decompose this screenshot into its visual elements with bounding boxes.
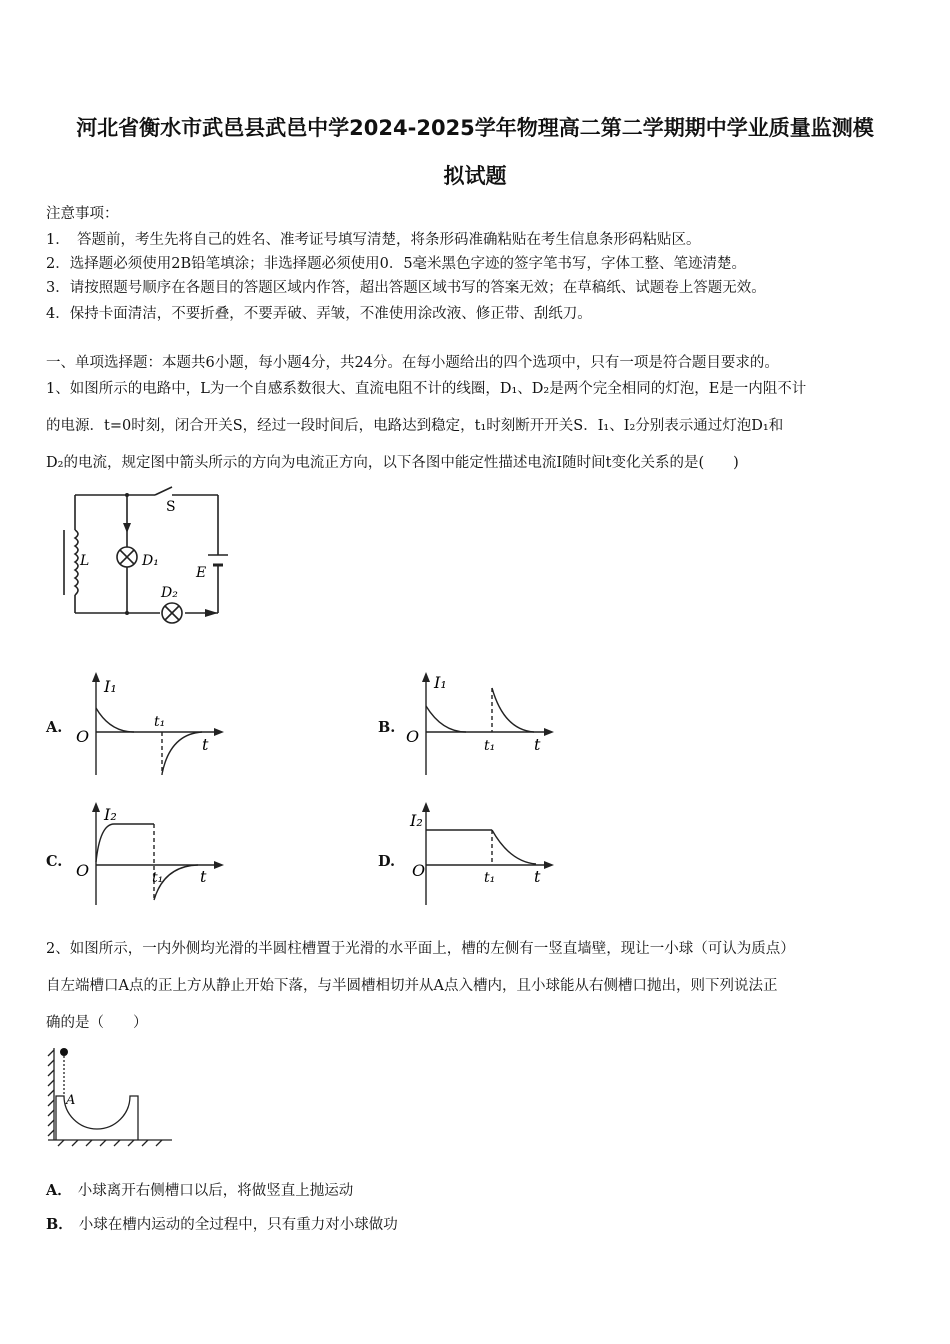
option-b-ylabel: I₁	[434, 673, 447, 692]
option-c-label[interactable]: C.	[46, 853, 63, 870]
page-title-line1: 河北省衡水市武邑县武邑中学2024-2025学年物理高二第二学期期中学业质量监测模	[76, 116, 874, 140]
option-d-t: t	[534, 867, 541, 886]
option-c-t: t	[200, 867, 207, 886]
notice-item: 3．请按照题号顺序在各题目的答题区域内作答，超出答题区域书写的答案无效；在草稿纸、试题卷上答题无效。	[46, 280, 766, 296]
q2-text-line1: 2、如图所示，一内外侧均光滑的半圆柱槽置于光滑的水平面上，槽的左侧有一竖直墙壁，现让一小球（可认为质点）	[46, 941, 795, 957]
option-d-label[interactable]: D.	[378, 853, 396, 870]
q1-text-line1: 1、如图所示的电路中，L为一个自感系数很大、直流电阻不计的线圈，D₁、D₂是两个完全相同的灯泡，E是一内阻不计	[46, 381, 807, 397]
option-b-t1: t₁	[484, 738, 496, 754]
circuit-label-d1: D₁	[142, 553, 159, 569]
q2-option-b[interactable]	[46, 1213, 398, 1234]
q2-option-b-label: B．	[46, 1216, 73, 1233]
option-a-graph	[70, 670, 230, 780]
notice-item: 1． 答题前，考生先将自己的姓名、准考证号填写清楚，将条形码准确粘贴在考生信息条形码粘贴区。	[46, 232, 701, 248]
option-b-t: t	[534, 735, 541, 754]
q2-text-line2: 自左端槽口A点的正上方从静止开始下落，与半圆槽相切并从A点入槽内，且小球能从右侧槽口抛出，则下列说法正	[46, 978, 778, 994]
option-c-t1: t₁	[152, 870, 164, 886]
notice-heading: 注意事项：	[46, 206, 119, 222]
q2-text-line3: 确的是（ ）	[46, 1015, 148, 1031]
figure-label-a: A	[66, 1093, 76, 1108]
half-cylinder-trough-figure	[44, 1042, 179, 1152]
option-c-origin: O	[76, 861, 90, 880]
option-b-origin: O	[406, 727, 420, 746]
circuit-diagram	[50, 485, 250, 630]
notice-item: 2．选择题必须使用2B铅笔填涂；非选择题必须使用0．5毫米黑色字迹的签字笔书写，字体工整、笔迹清楚。	[46, 256, 747, 272]
q1-text-line2: 的电源．t=0时刻，闭合开关S，经过一段时间后，电路达到稳定，t₁时刻断开开关S．I₁、I₂分别表示通过灯泡D₁和	[46, 418, 784, 434]
q2-option-a-label: A．	[46, 1182, 72, 1199]
option-b-label[interactable]: B.	[378, 719, 396, 736]
circuit-label-e: E	[196, 565, 207, 581]
option-c-ylabel: I₂	[104, 805, 117, 824]
circuit-label-s: S	[166, 499, 176, 515]
section-heading: 一、单项选择题：本题共6小题，每小题4分，共24分。在每小题给出的四个选项中，只有一项是符合题目要求的。	[46, 355, 779, 371]
option-d-graph	[400, 800, 560, 910]
option-a-origin: O	[76, 727, 90, 746]
option-a-label[interactable]: A.	[46, 719, 63, 736]
q2-option-b-text: 小球在槽内运动的全过程中，只有重力对小球做功	[78, 1217, 398, 1233]
option-d-origin: O	[412, 861, 426, 880]
page-title-line2: 拟试题	[443, 164, 507, 188]
option-c-graph	[70, 800, 230, 910]
q2-option-a[interactable]	[46, 1179, 353, 1200]
option-a-t: t	[202, 735, 209, 754]
option-b-graph	[400, 670, 560, 780]
option-a-ylabel: I₁	[104, 677, 117, 696]
notice-item: 4．保持卡面清洁，不要折叠，不要弄破、弄皱，不准使用涂改液、修正带、刮纸刀。	[46, 306, 592, 322]
q2-option-a-text: 小球离开右侧槽口以后，将做竖直上抛运动	[77, 1183, 354, 1199]
option-d-ylabel: I₂	[410, 811, 423, 830]
circuit-label-l: L	[80, 553, 90, 569]
q1-text-line3: D₂的电流，规定图中箭头所示的方向为电流正方向，以下各图中能定性描述电流I随时间t变化关系的是( )	[46, 455, 739, 471]
option-a-t1: t₁	[154, 714, 166, 730]
circuit-label-d2: D₂	[161, 585, 178, 601]
option-d-t1: t₁	[484, 870, 496, 886]
